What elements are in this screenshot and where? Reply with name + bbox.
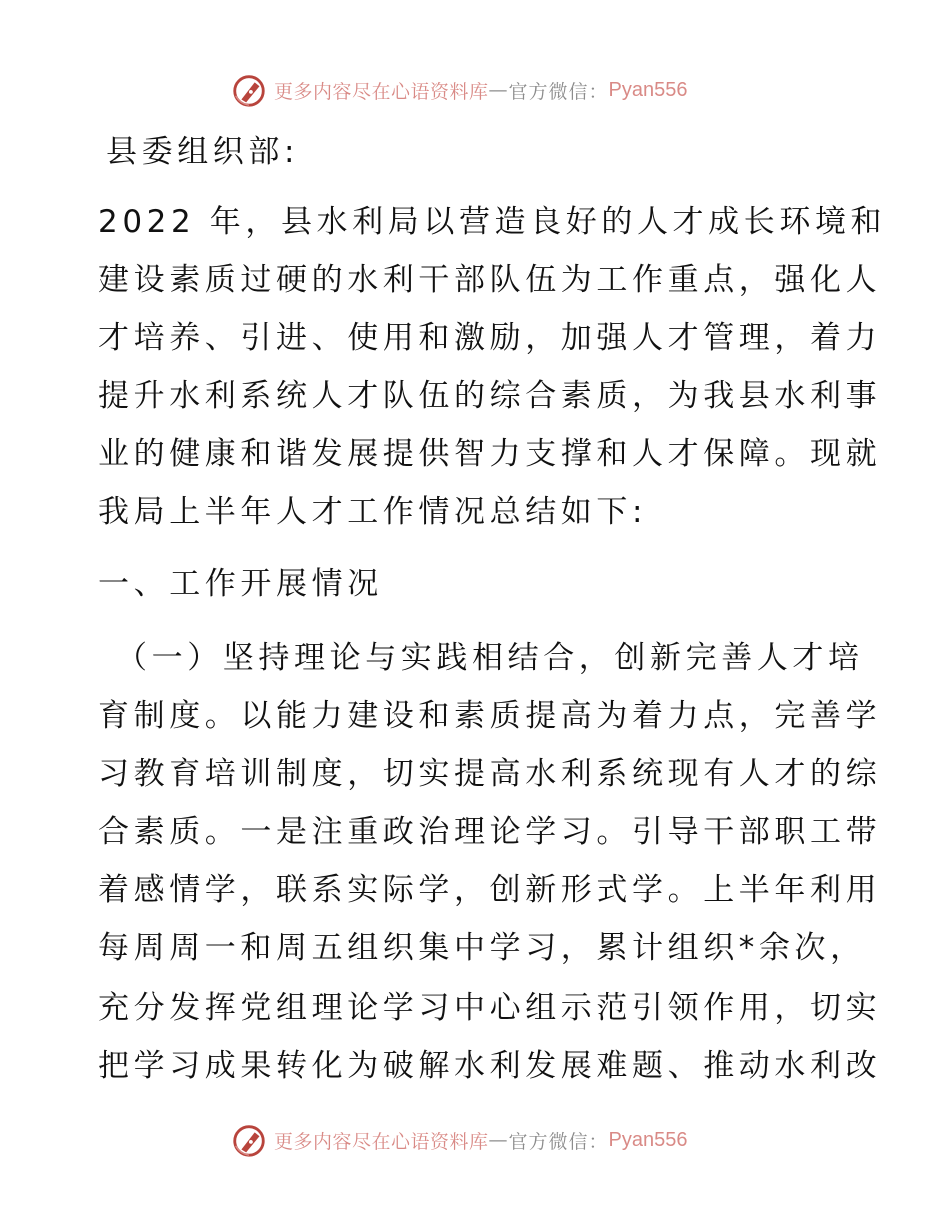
body-line: 习教育培训制度，切实提高水利系统现有人才的综 bbox=[98, 756, 882, 792]
body-line: 2022 年，县水利局以营造良好的人才成长环境和 bbox=[98, 204, 887, 240]
body-line: 育制度。以能力建设和素质提高为着力点，完善学 bbox=[98, 698, 882, 734]
section-heading: 一、工作开展情况 bbox=[98, 566, 383, 602]
watermark-wechat-id: Pyan556 bbox=[608, 78, 688, 101]
pen-nib-logo-icon bbox=[230, 71, 268, 109]
body-line: 充分发挥党组理论学习中心组示范引领作用，切实 bbox=[98, 990, 882, 1026]
body-line: 才培养、引进、使用和激励，加强人才管理，着力 bbox=[98, 320, 882, 356]
body-line: 业的健康和谐发展提供智力支撑和人才保障。现就 bbox=[98, 436, 882, 472]
footer-watermark bbox=[230, 1120, 730, 1160]
watermark-dash: — bbox=[488, 79, 509, 101]
watermark-wechat-label: 官方微信： bbox=[508, 1130, 609, 1153]
subsection-heading-line: （一）坚持理论与实践相结合，创新完善人才培 bbox=[116, 640, 864, 676]
pen-nib-logo-icon bbox=[230, 1121, 268, 1159]
watermark-wechat-id: Pyan556 bbox=[608, 1128, 688, 1151]
header-watermark bbox=[230, 70, 730, 110]
watermark-wechat-label: 官方微信： bbox=[508, 80, 609, 103]
body-line: 合素质。一是注重政治理论学习。引导干部职工带 bbox=[98, 814, 882, 850]
watermark-site-text: 更多内容尽在心语资料库 bbox=[274, 1130, 489, 1153]
body-line: 着感情学，联系实际学，创新形式学。上半年利用 bbox=[98, 872, 882, 908]
watermark-dash: — bbox=[488, 1129, 509, 1151]
body-line: 我局上半年人才工作情况总结如下: bbox=[98, 494, 648, 530]
body-line: 建设素质过硬的水利干部队伍为工作重点，强化人 bbox=[98, 262, 882, 298]
salutation: 县委组织部: bbox=[106, 134, 300, 170]
body-line: 把学习成果转化为破解水利发展难题、推动水利改 bbox=[98, 1048, 882, 1084]
body-line: 每周周一和周五组织集中学习，累计组织*余次， bbox=[98, 930, 866, 966]
body-line: 提升水利系统人才队伍的综合素质，为我县水利事 bbox=[98, 378, 882, 414]
watermark-site-text: 更多内容尽在心语资料库 bbox=[274, 80, 489, 103]
